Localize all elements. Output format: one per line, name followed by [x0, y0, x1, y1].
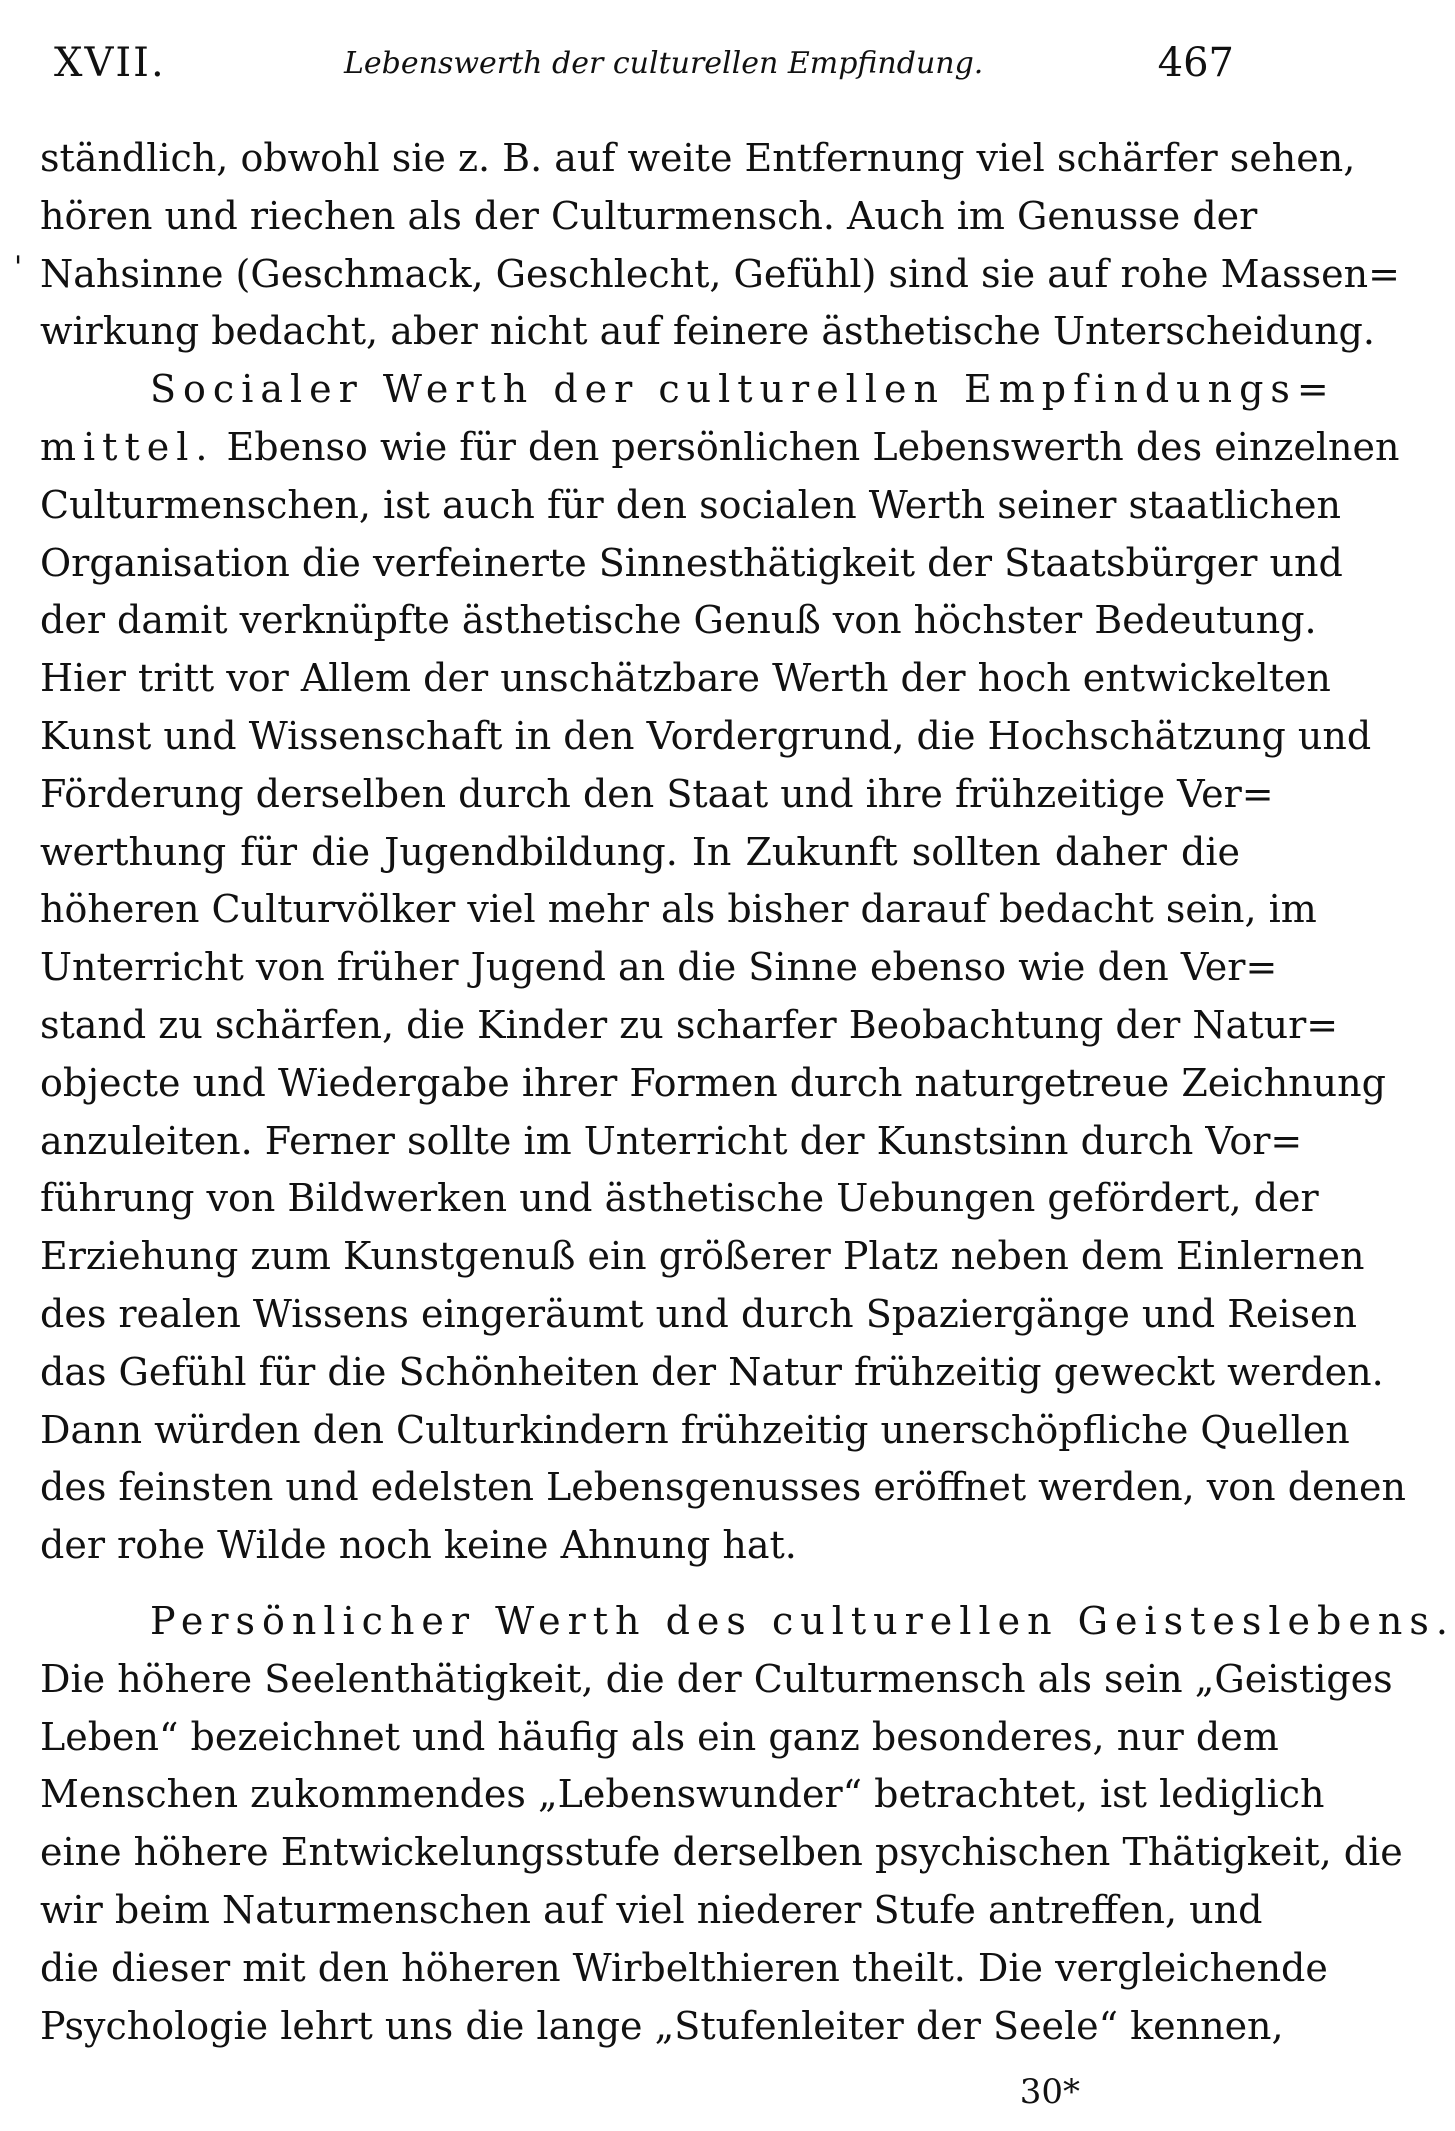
text-line: des realen Wissens eingeräumt und durch Spaziergänge und Reisen [40, 1291, 1357, 1336]
text-line: Culturmenschen, ist auch für den socialen Werth seiner staatlichen [40, 482, 1341, 527]
section-heading-cont: mittel. [40, 424, 215, 469]
chapter-number: XVII. [54, 40, 166, 86]
text-line: der rohe Wilde noch keine Ahnung hat. [40, 1523, 797, 1568]
text-line: der damit verknüpfte ästhetische Genuß von höchster Bedeutung. [40, 598, 1317, 643]
section-heading-line [40, 1593, 1455, 1651]
body-text [40, 130, 1455, 2055]
text-line: höheren Culturvölker viel mehr als bisher darauf bedacht sein, im [40, 887, 1317, 932]
signature-mark: 30* [1019, 2072, 1080, 2112]
text-line: wirkung bedacht, aber nicht auf feinere ästhetische Unterscheidung. [40, 309, 1375, 354]
text-line: wir beim Naturmenschen auf viel niederer Stufe antreffen, und [40, 1887, 1263, 1932]
running-title: Lebenswerth der culturellen Empfindung. [344, 46, 984, 81]
text-line: Psychologie lehrt uns die lange „Stufenleiter der Seele“ kennen, [40, 2003, 1284, 2048]
text-line: eine höhere Entwickelungsstufe derselben psychischen Thätigkeit, die [40, 1830, 1403, 1875]
text-line: Leben“ bezeichnet und häufig als ein ganz besonderes, nur dem [40, 1714, 1279, 1759]
paragraph-gap [40, 1575, 1240, 1593]
line-rest: Ebenso wie für den persönlichen Lebenswerth des einzelnen [214, 424, 1400, 469]
text-line: Unterricht von früher Jugend an die Sinne ebenso wie den Ver= [40, 945, 1278, 990]
section-heading: Socialer Werth der culturellen Empfindungs= [150, 367, 1336, 412]
paragraph-social-value [40, 361, 1406, 1575]
text-line: Organisation die verfeinerte Sinnesthätigkeit der Staatsbürger und [40, 540, 1343, 585]
text-line: Menschen zukommendes „Lebenswunder“ betrachtet, ist lediglich [40, 1772, 1325, 1817]
text-line: Kunst und Wissenschaft in den Vordergrund, die Hochschätzung und [40, 713, 1372, 758]
paragraph-intellectual-life [40, 1593, 1455, 2055]
section-heading: Persönlicher Werth des culturellen Geisteslebens. [150, 1598, 1455, 1643]
text-line: objecte und Wiedergabe ihrer Formen durch naturgetreue Zeichnung [40, 1060, 1386, 1105]
text-line: werthung für die Jugendbildung. In Zukunft sollten daher die [40, 829, 1240, 874]
text-line: Förderung derselben durch den Staat und ihre frühzeitige Ver= [40, 771, 1274, 816]
text-line: Dann würden den Culturkindern frühzeitig unerschöpfliche Quellen [40, 1407, 1350, 1452]
text-line: anzuleiten. Ferner sollte im Unterricht der Kunstsinn durch Vor= [40, 1118, 1303, 1163]
running-header [54, 30, 1234, 90]
text-line: führung von Bildwerken und ästhetische Uebungen gefördert, der [40, 1176, 1319, 1221]
margin-mark: ' [14, 250, 23, 285]
text-line: Die höhere Seelenthätigkeit, die der Culturmensch als sein „Geistiges [40, 1656, 1393, 1701]
text-line: die dieser mit den höheren Wirbelthieren theilt. Die vergleichende [40, 1945, 1328, 1990]
text-line: ständlich, obwohl sie z. B. auf weite Entfernung viel schärfer sehen, [40, 136, 1356, 180]
paragraph-continuation [40, 130, 1400, 361]
text-line: das Gefühl für die Schönheiten der Natur frühzeitig geweckt werden. [40, 1349, 1384, 1394]
text-line: stand zu schärfen, die Kinder zu scharfer Beobachtung der Natur= [40, 1002, 1339, 1047]
text-line: hören und riechen als der Culturmensch. Auch im Genusse der [40, 193, 1258, 238]
text-line [40, 419, 1400, 477]
text-line: Erziehung zum Kunstgenuß ein größerer Platz neben dem Einlernen [40, 1234, 1365, 1279]
text-line: Hier tritt vor Allem der unschätzbare Werth der hoch entwickelten [40, 656, 1331, 701]
page-number: 467 [1157, 40, 1234, 86]
text-line: des feinsten und edelsten Lebensgenusses eröffnet werden, von denen [40, 1465, 1406, 1510]
section-heading-line [40, 361, 1336, 419]
text-line: Nahsinne (Geschmack, Geschlecht, Gefühl) sind sie auf rohe Massen= [40, 251, 1400, 296]
